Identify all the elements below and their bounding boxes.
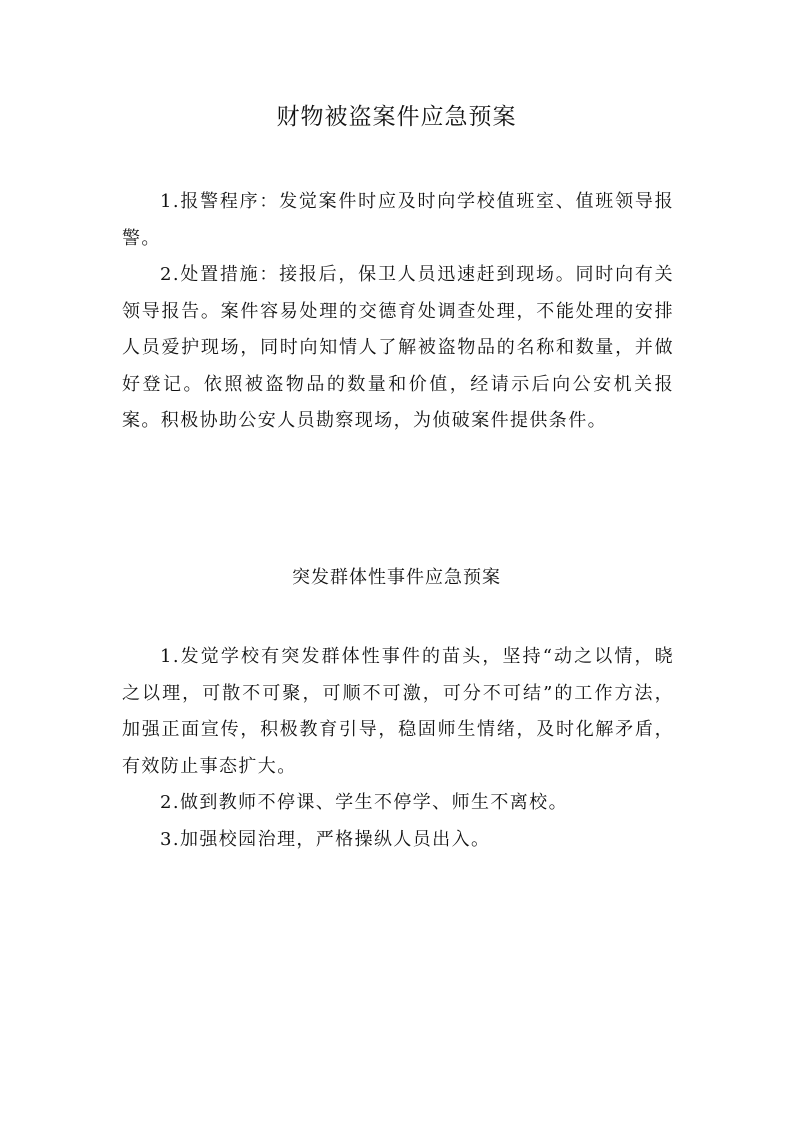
mass-incident-plan-section — [122, 639, 674, 858]
paragraph-alarm-procedure: 1.报警程序：发觉案件时应及时向学校值班室、值班领导报警。 — [122, 191, 674, 249]
document-title: 财物被盗案件应急预案 — [276, 104, 517, 130]
theft-plan-section — [122, 184, 674, 440]
paragraph-keep-classes: 2.做到教师不停课、学生不停学、师生不离校。 — [160, 792, 568, 813]
paragraph-campus-control: 3.加强校园治理，严格操纵人员出入。 — [160, 828, 491, 850]
paragraph-handling-measures: 2.处置措施：接报后，保卫人员迅速赶到现场。同时向有关领导报告。案件容易处理的交德育处调查处理，不能处理的安排人员爱护现场，同时向知情人了解被盗物品的名称和数量，并做好登记。依照被盗物品的数量和价值，经请示后向公安机关报案。积极协助公安人员勘察现场，为侦破案件提供条件。 — [122, 264, 674, 431]
paragraph-early-signs: 1.发觉学校有突发群体性事件的苗头，坚持“动之以情，晓之以理，可散不可聚，可顺不可激，可分不可结”的工作方法，加强正面宣传，积极教育引导，稳固师生情绪，及时化解矛盾，有效防止事态扩大。 — [122, 646, 674, 777]
section-subtitle: 突发群体性事件应急预案 — [292, 567, 501, 588]
